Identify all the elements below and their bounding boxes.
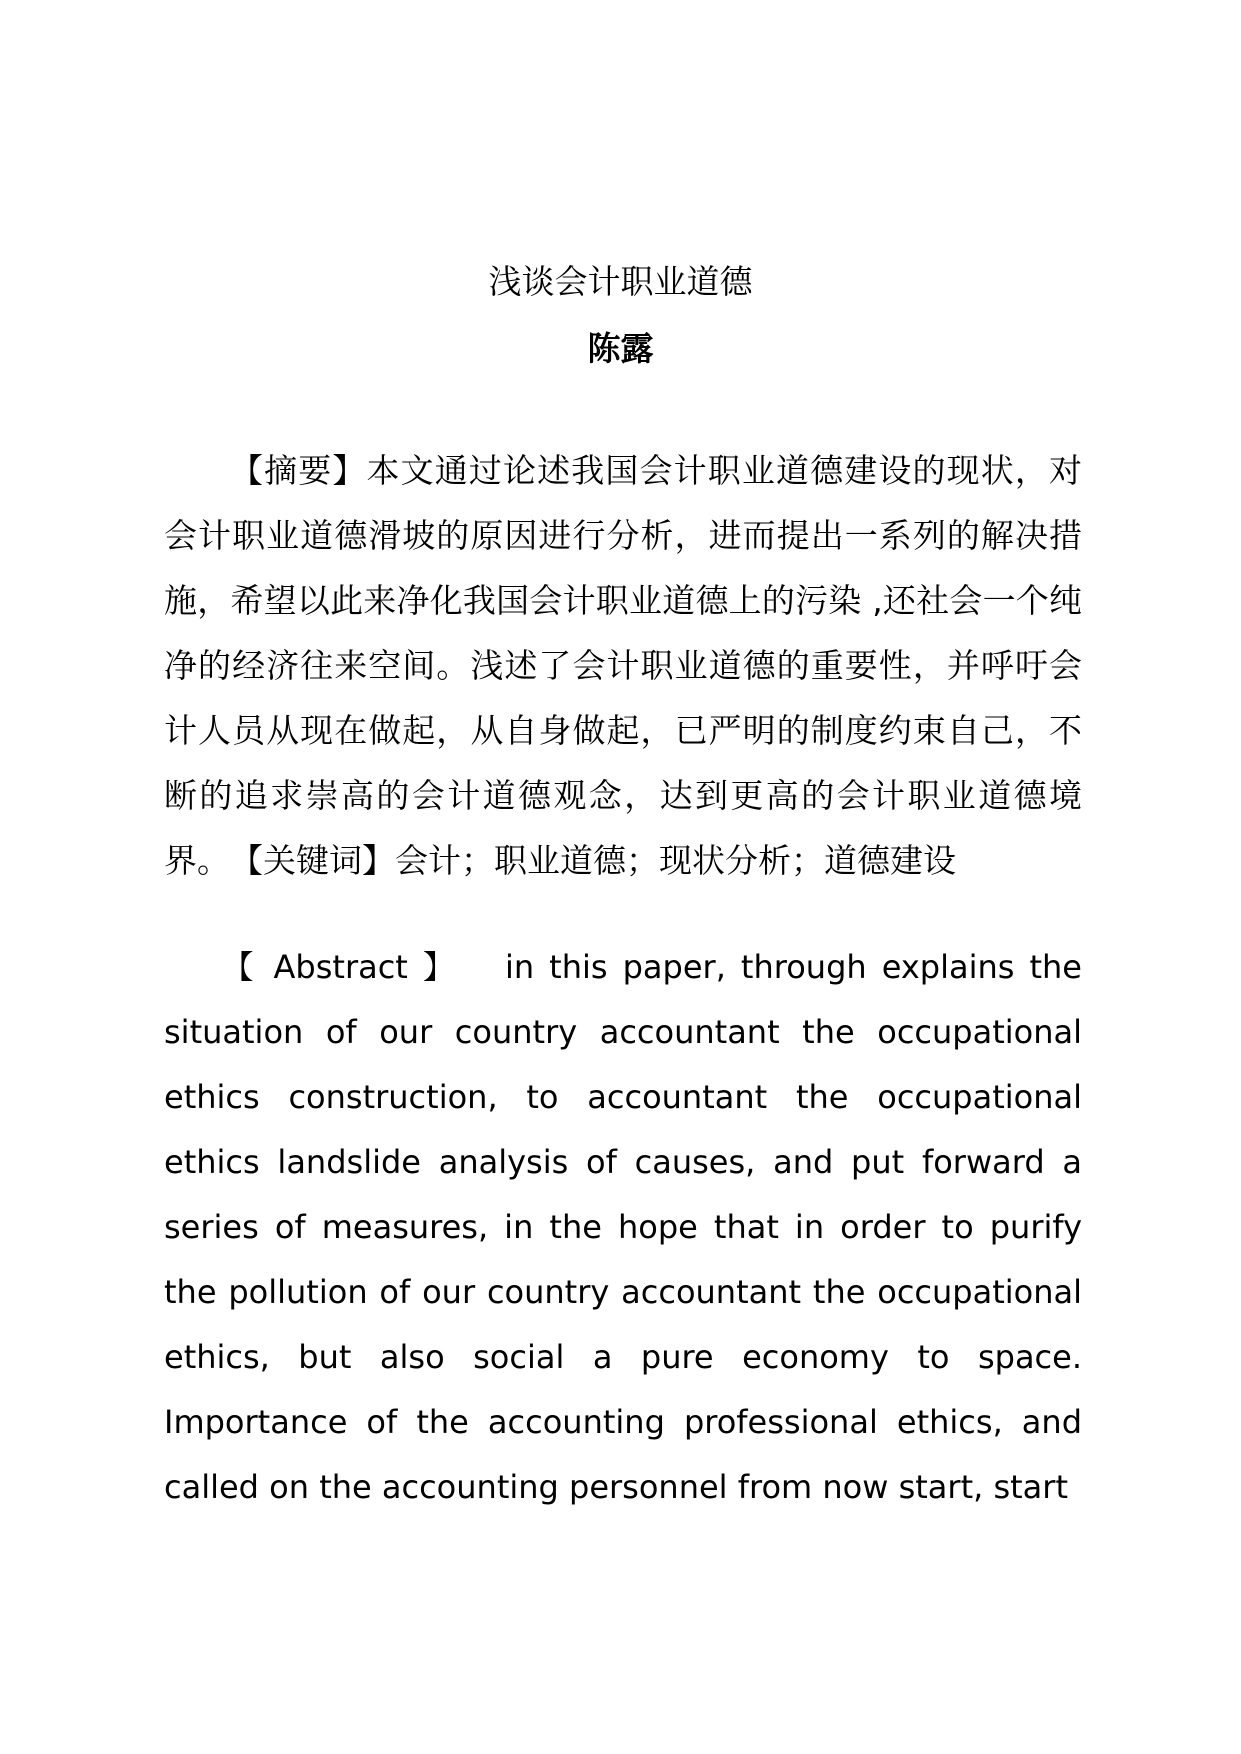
abstract-en-text: in this paper, through explains the situation of our country accountant the occupational ethics construction, to accountant the occupational ethics landslide analysis of causes, and put forward a series of measures, in the hope that in order to purify the pollution of our country accountant the occupational ethics, but also social a pure economy to space. Importance of the accounting professional ethics, and called on the accounting personnel from now start, start (164, 948, 1082, 1506)
abstract-en-label: 【 Abstract 】 (221, 948, 460, 986)
abstract-cn-text: 本文通过论述我国会计职业道德建设的现状，对会计职业道德滑坡的原因进行分析，进而提出一系列的解决措施，希望以此来净化我国会计职业道德上的污染 ,还社会一个纯净的经济往来空间。浅述了会计职业道德的重要性，并呼吁会计人员从现在做起，从自身做起，已严明的制度约束自己，不断的追求崇高的会计道德观念，达到更高的会计职业道德境界。 (164, 451, 1082, 880)
keywords-cn (164, 828, 1082, 893)
keywords-cn-label: 【关键词】 (230, 841, 395, 880)
keywords-cn-text: 会计；职业道德；现状分析；道德建设 (395, 841, 956, 880)
paper-title: 浅谈会计职业道德 (488, 262, 753, 301)
abstract-cn-label: 【摘要】 (230, 451, 367, 490)
abstract-cn (164, 438, 1082, 893)
paper-author: 陈露 (587, 329, 654, 368)
abstract-en (164, 935, 1082, 1520)
